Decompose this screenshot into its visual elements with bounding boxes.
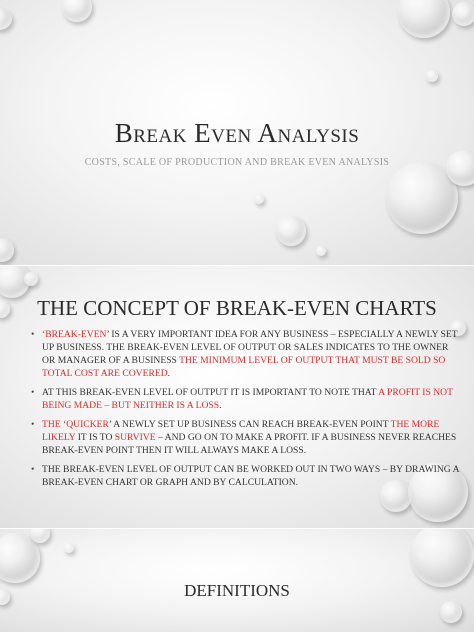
water-drop — [410, 529, 474, 587]
slide-concept — [0, 266, 474, 528]
bullet-item — [42, 386, 462, 412]
bullet-text: ’ A NEWLY SET UP BUSINESS CAN REACH BREAK-EVEN POINT — [108, 419, 391, 430]
water-drop — [24, 272, 38, 286]
bullet-list — [30, 328, 462, 495]
highlight-text: THE ‘QUICKER — [42, 419, 109, 430]
water-drop — [316, 246, 326, 256]
water-drop — [64, 543, 74, 553]
water-drop — [440, 601, 462, 623]
bullet-text: IT IS TO — [75, 432, 115, 443]
water-drop — [62, 0, 92, 22]
water-drop — [426, 70, 438, 82]
bullet-text: ’ IS A VERY IMPORTANT IDEA FOR ANY BUSINESS – ESPECIALLY A NEWLY SET UP BUSINESS. THE BREAK-EVEN LEVEL OF OUTPUT OR SALES INDICATES TO THE OWNER OR MANAGER OF A BUSINESS — [42, 329, 458, 366]
bullet-item — [42, 328, 462, 380]
water-drop — [276, 216, 306, 246]
highlight-text: A PROFIT IS NOT BEING MADE – BUT NEITHER IS A LOSS — [42, 387, 453, 411]
slide-title-heading: Break Even Analysis — [114, 118, 360, 148]
bullet-item — [42, 463, 462, 489]
water-drop — [398, 0, 450, 38]
slide-title — [0, 0, 474, 265]
slide-subtitle: COSTS, SCALE OF PRODUCTION AND BREAK EVEN ANALYSIS — [84, 157, 390, 168]
bullet-text: AT THIS BREAK-EVEN LEVEL OF OUTPUT IT IS IMPORTANT TO NOTE THAT — [42, 387, 379, 398]
highlight-text: THE MORE LIKELY — [42, 419, 440, 443]
bullet-text: THE BREAK-EVEN LEVEL OF OUTPUT CAN BE WORKED OUT IN TWO WAYS – BY DRAWING A BREAK-EVEN CHART OR GRAPH AND BY CALCULATION. — [42, 464, 459, 488]
bullet-text: . — [167, 368, 171, 379]
water-drop — [0, 238, 14, 262]
highlight-text: ‘BREAK-EVEN — [42, 329, 107, 340]
slide-definitions — [0, 529, 474, 632]
water-drop — [446, 150, 474, 186]
water-drop — [452, 2, 474, 26]
slide-concept-heading: THE CONCEPT OF BREAK-EVEN CHARTS — [37, 296, 437, 320]
highlight-text: SURVIVE — [114, 432, 156, 443]
slide-definitions-heading: DEFINITIONS — [184, 581, 290, 600]
water-drop — [0, 8, 12, 30]
water-drop — [30, 529, 50, 543]
bullet-text: . — [219, 400, 222, 411]
bullet-text: – AND GO ON TO MAKE A PROFIT. IF A BUSINESS NEVER REACHES BREAK-EVEN POINT THEN IT WILL ALWAYS MAKE A LOSS. — [42, 432, 457, 456]
bullet-item — [42, 418, 462, 457]
highlight-text: THE MINIMUM LEVEL OF OUTPUT THAT MUST BE SOLD SO TOTAL COST ARE COVERED — [42, 355, 446, 379]
water-drop — [254, 194, 264, 204]
